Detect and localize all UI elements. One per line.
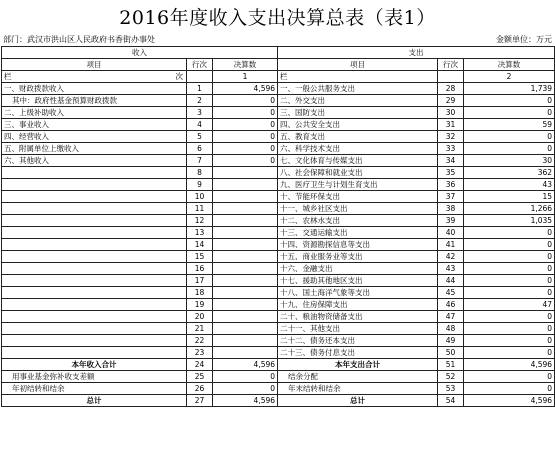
expense-amount-cell: 4,596 [464, 395, 555, 407]
income-item-cell: 年初结转和结余 [2, 383, 187, 395]
expense-amount-cell: 0 [464, 107, 555, 119]
income-item-cell [2, 179, 187, 191]
expense-item-cell: 十六、金融支出 [278, 263, 438, 275]
income-amount-cell: 0 [213, 371, 278, 383]
income-item-cell: 五、附属单位上缴收入 [2, 143, 187, 155]
income-item-cell: 三、事业收入 [2, 119, 187, 131]
expense-amount-cell: 47 [464, 299, 555, 311]
expense-row-cell: 52 [438, 371, 464, 383]
income-item-cell: 二、上级补助收入 [2, 107, 187, 119]
table-row [2, 167, 555, 179]
expense-item-cell: 四、公共安全支出 [278, 119, 438, 131]
expense-item-cell: 八、社会保障和就业支出 [278, 167, 438, 179]
expense-item-cell: 十、节能环保支出 [278, 191, 438, 203]
income-header: 收入 [2, 47, 278, 59]
table-row [2, 299, 555, 311]
expense-row-cell: 44 [438, 275, 464, 287]
income-amount-cell [213, 263, 278, 275]
expense-amount-cell: 43 [464, 179, 555, 191]
expense-amount-cell: 0 [464, 263, 555, 275]
income-row-index [187, 71, 213, 83]
income-stub-cell [2, 71, 187, 83]
table-row [2, 275, 555, 287]
page-title: 2016年度收入支出决算总表（表1） [119, 7, 436, 29]
expense-row-cell: 49 [438, 335, 464, 347]
expense-item-cell: 十三、交通运输支出 [278, 227, 438, 239]
expense-row-index [438, 71, 464, 83]
expense-item-cell: 九、医疗卫生与计划生育支出 [278, 179, 438, 191]
expense-row-cell: 48 [438, 323, 464, 335]
income-row-cell: 7 [187, 155, 213, 167]
expense-item-cell: 十七、援助其他地区支出 [278, 275, 438, 287]
income-row-cell: 10 [187, 191, 213, 203]
income-item-cell [2, 251, 187, 263]
income-row-cell: 18 [187, 287, 213, 299]
income-row-cell: 2 [187, 95, 213, 107]
table-row [2, 83, 555, 95]
income-amount-cell: 0 [213, 155, 278, 167]
expense-amount-cell: 30 [464, 155, 555, 167]
table-row [2, 347, 555, 359]
section-header-row [2, 47, 555, 59]
income-item-cell: 总计 [2, 395, 187, 407]
expense-row-cell: 28 [438, 83, 464, 95]
expense-row-cell: 51 [438, 359, 464, 371]
income-item-cell: 四、经营收入 [2, 131, 187, 143]
table-row [2, 155, 555, 167]
expense-amount-cell: 362 [464, 167, 555, 179]
expense-item-cell: 十一、城乡社区支出 [278, 203, 438, 215]
income-amount-header: 决算数 [213, 59, 278, 71]
expense-row-cell: 41 [438, 239, 464, 251]
table-row [2, 311, 555, 323]
stub-left-label: 栏 [4, 72, 12, 81]
income-row-cell: 4 [187, 119, 213, 131]
department-label: 部门：武汉市洪山区人民政府书香街办事处 [3, 35, 155, 44]
income-row-cell: 8 [187, 167, 213, 179]
expense-amount-cell: 4,596 [464, 359, 555, 371]
income-row-cell: 15 [187, 251, 213, 263]
income-row-cell: 25 [187, 371, 213, 383]
income-item-cell: 用事业基金弥补收支差额 [2, 371, 187, 383]
expense-row-cell: 29 [438, 95, 464, 107]
income-item-cell [2, 275, 187, 287]
expense-amount-cell: 0 [464, 383, 555, 395]
income-item-cell [2, 263, 187, 275]
income-item-cell [2, 227, 187, 239]
income-item-cell [2, 323, 187, 335]
income-amount-cell [213, 251, 278, 263]
table-row [2, 371, 555, 383]
income-amount-cell: 0 [213, 95, 278, 107]
expense-item-cell: 十二、农林水支出 [278, 215, 438, 227]
income-amount-cell [213, 275, 278, 287]
income-item-cell [2, 191, 187, 203]
expense-amount-cell: 0 [464, 239, 555, 251]
income-row-cell: 12 [187, 215, 213, 227]
income-item-cell: 六、其他收入 [2, 155, 187, 167]
expense-amount-cell: 0 [464, 287, 555, 299]
expense-row-cell: 33 [438, 143, 464, 155]
income-row-cell: 3 [187, 107, 213, 119]
expense-row-cell: 50 [438, 347, 464, 359]
income-amount-cell: 4,596 [213, 359, 278, 371]
income-amount-cell [213, 287, 278, 299]
stub-right-label: 次 [175, 72, 183, 81]
expense-item-cell: 十四、资源勘探信息等支出 [278, 239, 438, 251]
table-row [2, 215, 555, 227]
table-row [2, 119, 555, 131]
expense-amount-cell: 0 [464, 371, 555, 383]
income-amount-cell [213, 203, 278, 215]
expense-item-cell: 结余分配 [278, 371, 438, 383]
expense-row-cell: 42 [438, 251, 464, 263]
income-item-cell [2, 203, 187, 215]
expense-amount-cell: 59 [464, 119, 555, 131]
expense-amount-cell: 0 [464, 131, 555, 143]
income-row-cell: 21 [187, 323, 213, 335]
expense-item-cell: 三、国防支出 [278, 107, 438, 119]
expense-item-cell: 二十二、债务还本支出 [278, 335, 438, 347]
income-amount-cell [213, 335, 278, 347]
table-row [2, 191, 555, 203]
income-amount-cell: 0 [213, 131, 278, 143]
table-row [2, 143, 555, 155]
table-row [2, 203, 555, 215]
income-row-header: 行次 [187, 59, 213, 71]
table-row [2, 287, 555, 299]
expense-amount-cell: 0 [464, 275, 555, 287]
expense-item-cell: 五、教育支出 [278, 131, 438, 143]
income-amount-cell [213, 311, 278, 323]
expense-item-cell: 十五、商业服务业等支出 [278, 251, 438, 263]
expense-amount-cell: 0 [464, 311, 555, 323]
expense-amount-cell: 0 [464, 95, 555, 107]
unit-label: 金额单位：万元 [496, 35, 552, 44]
income-amount-cell [213, 179, 278, 191]
column-index-row [2, 71, 555, 83]
income-item-cell: 一、财政拨款收入 [2, 83, 187, 95]
income-amount-cell: 4,596 [213, 395, 278, 407]
income-amount-cell: 0 [213, 383, 278, 395]
income-amount-cell [213, 239, 278, 251]
expense-row-cell: 47 [438, 311, 464, 323]
income-amount-index: 1 [213, 71, 278, 83]
expense-item-cell: 十九、住房保障支出 [278, 299, 438, 311]
income-amount-cell: 4,596 [213, 83, 278, 95]
column-header-row [2, 59, 555, 71]
income-row-cell: 5 [187, 131, 213, 143]
income-item-cell: 其中：政府性基金预算财政拨款 [2, 95, 187, 107]
income-amount-cell [213, 299, 278, 311]
expense-amount-cell: 0 [464, 143, 555, 155]
income-row-cell: 24 [187, 359, 213, 371]
income-item-cell [2, 215, 187, 227]
expense-row-cell: 30 [438, 107, 464, 119]
expense-row-cell: 36 [438, 179, 464, 191]
table-row [2, 95, 555, 107]
income-row-cell: 26 [187, 383, 213, 395]
table-row [2, 323, 555, 335]
expense-row-header: 行次 [438, 59, 464, 71]
table-row [2, 263, 555, 275]
expense-amount-cell: 0 [464, 347, 555, 359]
table-row [2, 383, 555, 395]
expense-row-cell: 46 [438, 299, 464, 311]
expense-amount-cell: 1,266 [464, 203, 555, 215]
expense-row-cell: 31 [438, 119, 464, 131]
table-row [2, 131, 555, 143]
expense-row-cell: 43 [438, 263, 464, 275]
income-amount-cell [213, 347, 278, 359]
table-row [2, 335, 555, 347]
income-amount-cell [213, 323, 278, 335]
table-row [2, 251, 555, 263]
expense-item-cell: 二、外交支出 [278, 95, 438, 107]
expense-item-cell: 总计 [278, 395, 438, 407]
income-item-cell [2, 299, 187, 311]
income-item-cell [2, 311, 187, 323]
income-row-cell: 11 [187, 203, 213, 215]
income-item-cell [2, 167, 187, 179]
income-item-cell [2, 239, 187, 251]
income-amount-cell: 0 [213, 143, 278, 155]
income-amount-cell [213, 191, 278, 203]
expense-row-cell: 53 [438, 383, 464, 395]
expense-stub-cell [278, 71, 438, 83]
expense-item-cell: 二十三、债务付息支出 [278, 347, 438, 359]
expense-amount-cell: 0 [464, 335, 555, 347]
expense-header: 支出 [278, 47, 555, 59]
table-row [2, 395, 555, 407]
income-amount-cell: 0 [213, 107, 278, 119]
stub-left-label: 栏 [280, 72, 288, 81]
table-row [2, 239, 555, 251]
income-item-cell [2, 347, 187, 359]
expense-amount-cell: 1,035 [464, 215, 555, 227]
income-row-cell: 20 [187, 311, 213, 323]
expense-item-cell: 二十一、其他支出 [278, 323, 438, 335]
income-item-header: 项目 [2, 59, 187, 71]
expense-amount-cell: 0 [464, 323, 555, 335]
expense-amount-index: 2 [464, 71, 555, 83]
income-row-cell: 23 [187, 347, 213, 359]
expense-item-cell: 十八、国土海洋气象等支出 [278, 287, 438, 299]
expense-row-cell: 37 [438, 191, 464, 203]
income-item-cell [2, 335, 187, 347]
expense-amount-cell: 1,739 [464, 83, 555, 95]
expense-row-cell: 38 [438, 203, 464, 215]
income-row-cell: 9 [187, 179, 213, 191]
income-row-cell: 17 [187, 275, 213, 287]
expense-row-cell: 34 [438, 155, 464, 167]
income-amount-cell: 0 [213, 119, 278, 131]
expense-row-cell: 54 [438, 395, 464, 407]
expense-item-cell: 七、文化体育与传媒支出 [278, 155, 438, 167]
income-row-cell: 27 [187, 395, 213, 407]
table-row [2, 359, 555, 371]
income-row-cell: 1 [187, 83, 213, 95]
income-amount-cell [213, 227, 278, 239]
expense-amount-cell: 15 [464, 191, 555, 203]
expense-amount-header: 决算数 [464, 59, 555, 71]
income-row-cell: 16 [187, 263, 213, 275]
expense-row-cell: 39 [438, 215, 464, 227]
income-row-cell: 14 [187, 239, 213, 251]
income-amount-cell [213, 215, 278, 227]
expense-amount-cell: 0 [464, 227, 555, 239]
income-item-cell: 本年收入合计 [2, 359, 187, 371]
table-row [2, 179, 555, 191]
expense-item-cell: 本年支出合计 [278, 359, 438, 371]
income-item-cell [2, 287, 187, 299]
table-row [2, 107, 555, 119]
income-row-cell: 22 [187, 335, 213, 347]
expense-item-cell: 一、一般公共服务支出 [278, 83, 438, 95]
income-amount-cell [213, 167, 278, 179]
expense-row-cell: 40 [438, 227, 464, 239]
expense-row-cell: 45 [438, 287, 464, 299]
income-row-cell: 6 [187, 143, 213, 155]
expense-amount-cell: 0 [464, 251, 555, 263]
expense-row-cell: 32 [438, 131, 464, 143]
table-row [2, 227, 555, 239]
budget-table [1, 46, 555, 407]
expense-item-header: 项目 [278, 59, 438, 71]
expense-row-cell: 35 [438, 167, 464, 179]
expense-item-cell: 六、科学技术支出 [278, 143, 438, 155]
income-row-cell: 19 [187, 299, 213, 311]
expense-item-cell: 年末结转和结余 [278, 383, 438, 395]
income-row-cell: 13 [187, 227, 213, 239]
expense-item-cell: 二十、粮油物资储备支出 [278, 311, 438, 323]
